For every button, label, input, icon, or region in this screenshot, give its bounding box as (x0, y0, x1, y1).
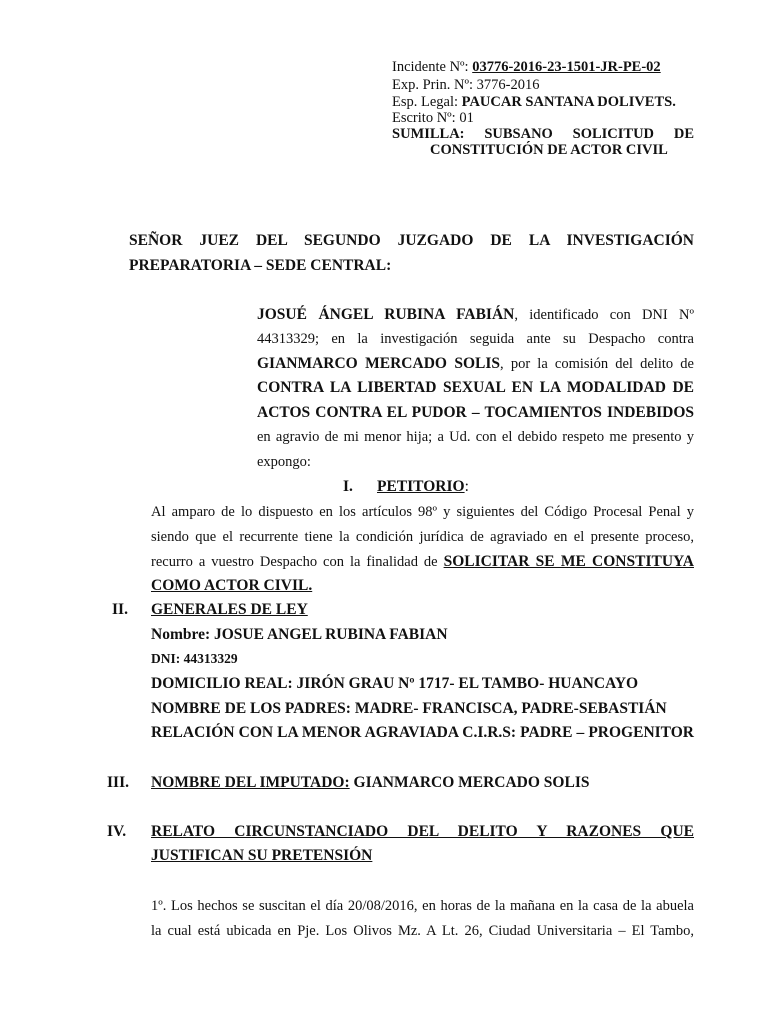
section-1-title: PETITORIO (377, 478, 465, 495)
address-line-2: PREPARATORIA – SEDE CENTRAL: (129, 257, 392, 274)
section-4-line-2: la cual está ubicada en Pje. Los Olivos Mz. A Lt. 26, Ciudad Universitaria – El Tambo, (151, 923, 694, 939)
section-3-value: GIANMARCO MERCADO SOLIS (349, 774, 590, 791)
section-1-colon: : (464, 478, 469, 495)
section-4-number: IV. (107, 823, 127, 840)
section-3-heading (151, 775, 589, 791)
address-line-1: SEÑOR JUEZ DEL SEGUNDO JUZGADO DE LA INVESTIGACIÓN (129, 232, 694, 249)
intro-line-2: 44313329; en la investigación seguida ante su Despacho contra (257, 331, 694, 347)
esp-value: PAUCAR SANTANA DOLIVETS. (461, 94, 676, 110)
section-4-line-1: 1º. Los hechos se suscitan el día 20/08/2016, en horas de la mañana en la casa de la abuela (151, 898, 694, 914)
section-2-title: GENERALES DE LEY (151, 601, 308, 618)
intro-line-1 (257, 307, 694, 323)
section-4-title-line-1: RELATO CIRCUNSTANCIADO DEL DELITO Y RAZONES QUE (151, 823, 694, 840)
section-1-heading (377, 479, 469, 495)
intro-line-5: ACTOS CONTRA EL PUDOR – TOCAMIENTOS INDEBIDOS (257, 404, 694, 421)
incidente-value: 03776-2016-23-1501-JR-PE-02 (472, 59, 661, 75)
intro-line-4: CONTRA LA LIBERTAD SEXUAL EN LA MODALIDAD DE (257, 379, 694, 396)
exp-value: 3776-2016 (476, 77, 540, 93)
section-1-line-2: siendo que el recurrente tiene la condición jurídica de agraviado en el presente proceso, (151, 529, 694, 545)
section-2-number: II. (112, 601, 128, 618)
exp-line (392, 78, 540, 93)
intro-line-7: expongo: (257, 454, 311, 470)
exp-label: Exp. Prin. Nº: (392, 77, 477, 93)
intro-line-6: en agravio de mi menor hija; a Ud. con el debido respeto me presento y (257, 429, 694, 445)
generales-dni: DNI: 44313329 (151, 651, 238, 666)
section-1-line-1: Al amparo de lo dispuesto en los artículos 98º y siguientes del Código Procesal Penal y (151, 504, 694, 520)
generales-domicilio: DOMICILIO REAL: JIRÓN GRAU Nº 1717- EL TAMBO- HUANCAYO (151, 675, 639, 692)
esp-label: Esp. Legal: (392, 94, 462, 110)
section-1-request: SOLICITAR SE ME CONSTITUYA (443, 553, 694, 570)
sumilla-line-1: SUMILLA: SUBSANO SOLICITUD DE (392, 126, 694, 142)
incidente-label: Incidente Nº: (392, 59, 473, 75)
section-1-line-4: COMO ACTOR CIVIL. (151, 577, 313, 594)
escrito-line: Escrito Nº: 01 (392, 110, 474, 126)
incidente-line (392, 60, 661, 75)
section-1-number: I. (343, 478, 353, 495)
petitioner-name: JOSUÉ ÁNGEL RUBINA FABIÁN (257, 306, 515, 323)
section-1-line-3-text: recurro a vuestro Despacho con la finalidad de (151, 554, 444, 570)
accused-name: GIANMARCO MERCADO SOLIS (257, 355, 501, 372)
section-3-number: III. (107, 774, 129, 791)
generales-relacion: RELACIÓN CON LA MENOR AGRAVIADA C.I.R.S: PADRE – PROGENITOR (151, 724, 694, 741)
intro-line-3 (257, 356, 694, 372)
intro-line-3-rest: , por la comisión del delito de (500, 356, 694, 372)
generales-nombre: Nombre: JOSUE ANGEL RUBINA FABIAN (151, 626, 448, 643)
section-1-line-3 (151, 554, 694, 570)
generales-padres: NOMBRE DE LOS PADRES: MADRE- FRANCISCA, PADRE-SEBASTIÁN (151, 700, 667, 717)
intro-line-1-rest: , identificado con DNI Nº (514, 307, 694, 323)
esp-legal-line (392, 95, 676, 110)
section-4-title-line-2: JUSTIFICAN SU PRETENSIÓN (151, 847, 373, 864)
section-3-title: NOMBRE DEL IMPUTADO: (151, 774, 350, 791)
sumilla-line-2: CONSTITUCIÓN DE ACTOR CIVIL (430, 142, 668, 158)
